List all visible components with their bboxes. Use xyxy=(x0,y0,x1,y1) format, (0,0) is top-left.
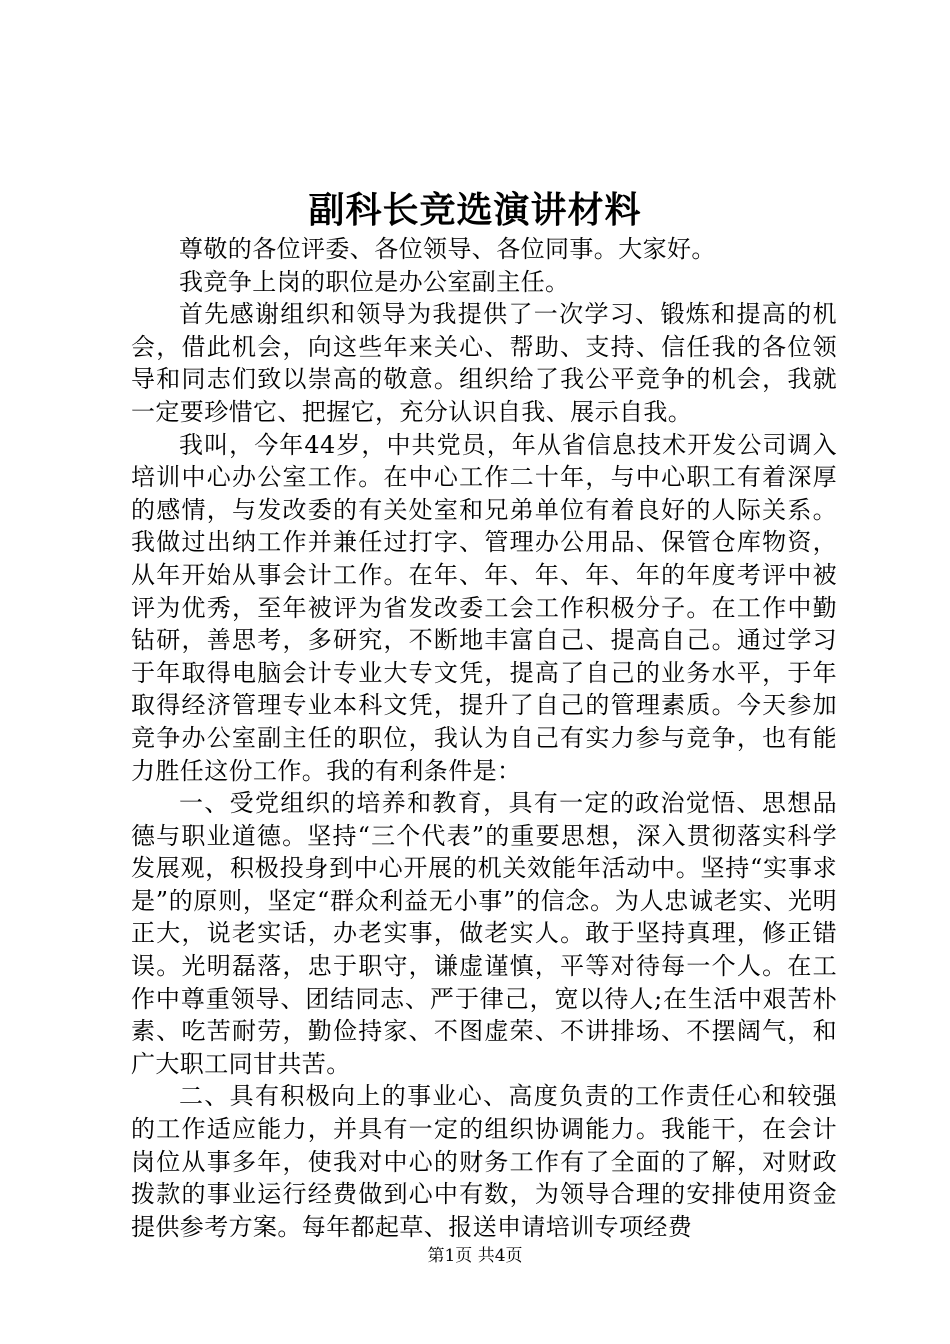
document-body xyxy=(131,233,837,1243)
paragraph-thanks: 首先感谢组织和领导为我提供了一次学习、锻炼和提高的机会，借此机会，向这些年来关心、帮助、支持、信任我的各位领导和同志们致以崇高的敬意。组织给了我公平竞争的机会，我就一定要珍惜它、把握它，充分认识自我、展示自我。 xyxy=(131,300,837,426)
paragraph-condition-two: 二、具有积极向上的事业心、高度负责的工作责任心和较强的工作适应能力，并具有一定的组织协调能力。我能干，在会计岗位从事多年，使我对中心的财务工作有了全面的了解，对财政拨款的事业运行经费做到心中有数，为领导合理的安排使用资金提供参考方案。每年都起草、报送申请培训专项经费 xyxy=(131,1082,837,1241)
paragraph-introduction: 我叫，今年44岁，中共党员，年从省信息技术开发公司调入培训中心办公室工作。在中心工作二十年，与中心职工有着深厚的感情，与发改委的有关处室和兄弟单位有着良好的人际关系。我做过出纳工作并兼任过打字、管理办公用品、保管仓库物资，从年开始从事会计工作。在年、年、年、年、年的年度考评中被评为优秀，至年被评为省发改委工会工作积极分子。在工作中勤钻研，善思考，多研究，不断地丰富自己、提高自己。通过学习于年取得电脑会计专业大专文凭，提高了自己的业务水平，于年取得经济管理专业本科文凭，提升了自己的管理素质。今天参加竞争办公室副主任的职位，我认为自己有实力参与竞争，也有能力胜任这份工作。我的有利条件是： xyxy=(131,430,837,785)
document-title: 副科长竞选演讲材料 xyxy=(308,189,642,231)
paragraph-position: 我竞争上岗的职位是办公室副主任。 xyxy=(179,267,570,296)
paragraph-condition-one: 一、受党组织的培养和教育，具有一定的政治觉悟、思想品德与职业道德。坚持“三个代表”的重要思想，深入贯彻落实科学发展观，积极投身到中心开展的机关效能年活动中。坚持“实事求是”的原则，坚定“群众利益无小事”的信念。为人忠诚老实、光明正大，说老实话，办老实事，做老实人。敢于坚持真理，修正错误。光明磊落，忠于职守，谦虚谨慎，平等对待每一个人。在工作中尊重领导、团结同志、严于律己，宽以待人;在生活中艰苦朴素、吃苦耐劳，勤俭持家、不图虚荣、不讲排场、不摆阔气，和广大职工同甘共苦。 xyxy=(131,789,837,1078)
paragraph-greeting: 尊敬的各位评委、各位领导、各位同事。大家好。 xyxy=(179,235,716,263)
page-footer: 第1页 共4页 xyxy=(427,1246,523,1266)
